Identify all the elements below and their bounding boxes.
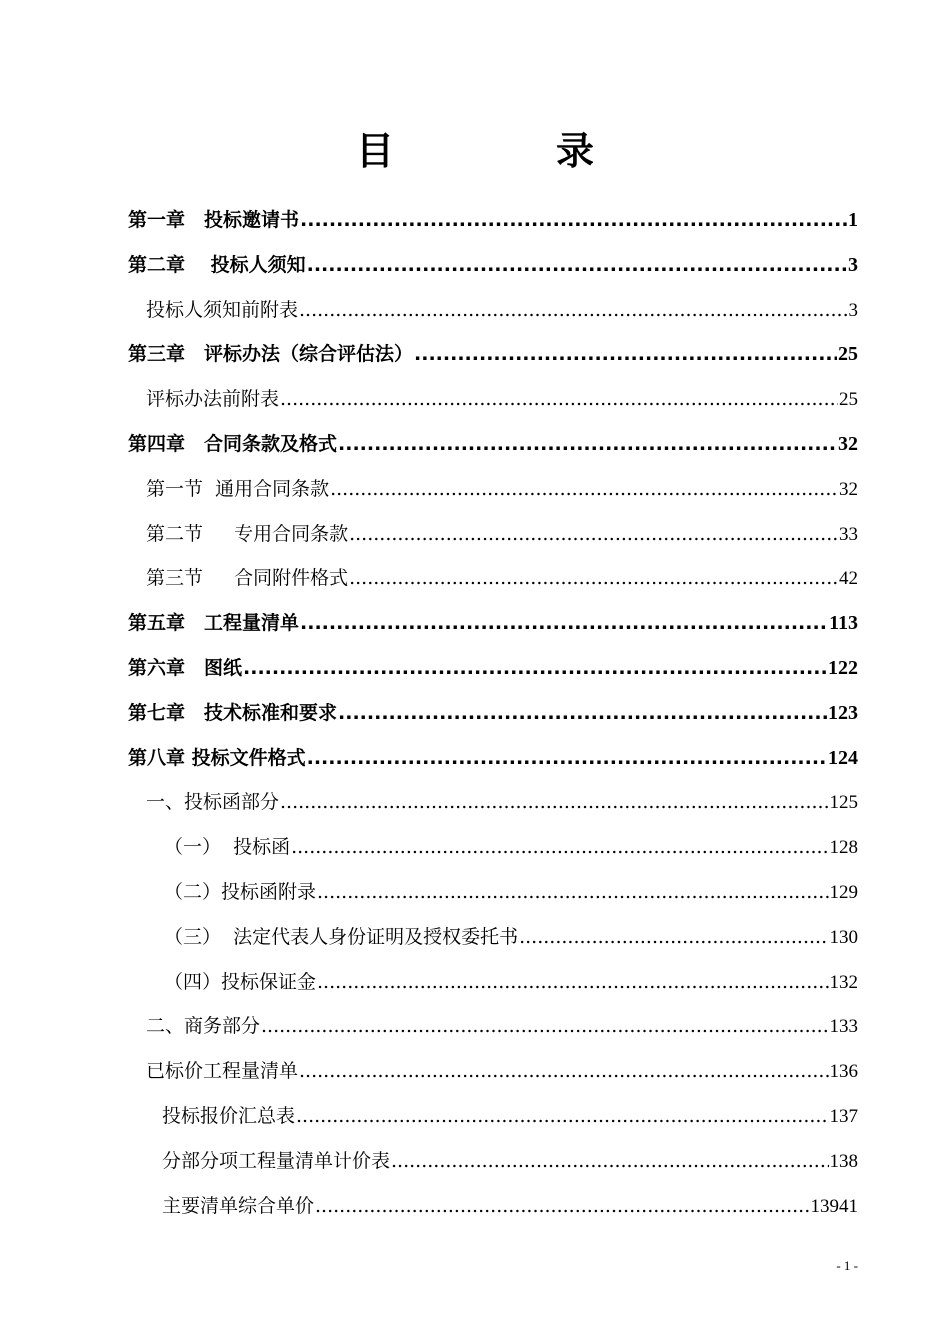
- toc-entry-page: 32: [838, 433, 858, 455]
- toc-dot-leader: [391, 1139, 828, 1183]
- toc-entry-page: 137: [829, 1106, 858, 1127]
- toc-entry[interactable]: [162, 1094, 858, 1138]
- toc-entry-page: 130: [829, 926, 858, 948]
- toc-entry[interactable]: [146, 512, 858, 556]
- toc-entry[interactable]: [128, 332, 858, 376]
- page-title: 目 录: [355, 129, 656, 173]
- toc-entry-page: 122: [828, 657, 858, 679]
- toc-dot-leader: [296, 1094, 828, 1138]
- toc-entry-page: 136: [829, 1061, 858, 1083]
- toc-entry[interactable]: [146, 780, 858, 824]
- toc-entry-title: 分部分项工程量清单计价表: [162, 1149, 391, 1172]
- toc-entry-page: 25: [839, 389, 858, 411]
- toc-entry-page: 25: [838, 343, 858, 366]
- toc-entry-title: 第二章 投标人须知: [128, 253, 306, 276]
- toc-entry-title: （一） 投标函: [164, 836, 291, 859]
- toc-entry-page: 125: [829, 792, 858, 814]
- toc-entry[interactable]: [128, 691, 858, 735]
- toc-entry[interactable]: [164, 870, 858, 914]
- toc-entry-title: 第三章 评标办法（综合评估法）: [128, 343, 414, 366]
- toc-dot-leader: [307, 736, 827, 780]
- toc-dot-leader: [338, 691, 827, 735]
- toc-entry-page: 128: [829, 837, 858, 859]
- toc-entry[interactable]: [128, 646, 858, 690]
- toc-entry[interactable]: [128, 243, 858, 287]
- toc-entry[interactable]: [162, 1184, 858, 1228]
- toc-entry[interactable]: [146, 288, 858, 332]
- toc-dot-leader: [261, 1004, 828, 1048]
- toc-entry[interactable]: [164, 915, 858, 959]
- toc-entry-page: 1: [848, 209, 858, 231]
- toc-dot-leader: [414, 332, 837, 376]
- toc-dot-leader: [299, 1049, 828, 1093]
- toc-entry-page: 138: [829, 1150, 858, 1172]
- toc-entry-page: 129: [829, 882, 858, 903]
- toc-dot-leader: [338, 422, 837, 466]
- toc-entry[interactable]: [164, 960, 858, 1004]
- toc-entry-title: 第六章 图纸: [128, 657, 243, 679]
- toc-entry-page: 3: [848, 299, 858, 321]
- toc-entry[interactable]: [162, 1139, 858, 1183]
- toc-dot-leader: [300, 601, 828, 645]
- toc-dot-leader: [349, 512, 838, 556]
- toc-dot-leader: [307, 243, 847, 287]
- toc-entry-page: 124: [828, 746, 858, 769]
- toc-entry-title: 第七章 技术标准和要求: [128, 701, 338, 724]
- toc-entry[interactable]: [146, 1004, 858, 1048]
- toc-entry-title: 一、投标函部分: [146, 791, 280, 814]
- toc-entry-title: 第一章 投标邀请书: [128, 209, 300, 231]
- toc-entry-title: 投标报价汇总表: [162, 1105, 296, 1127]
- toc-entry-title: （三） 法定代表人身份证明及授权委托书: [164, 925, 519, 948]
- page-number: - 1 -: [836, 1258, 858, 1273]
- toc-entry[interactable]: [128, 198, 858, 242]
- toc-dot-leader: [330, 467, 838, 511]
- toc-dot-leader: [317, 870, 828, 914]
- toc-entry-title: 投标人须知前附表: [146, 298, 299, 321]
- toc-entry-title: 已标价工程量清单: [146, 1060, 299, 1083]
- toc-entry-title: 第二节 专用合同条款: [146, 522, 349, 545]
- toc-dot-leader: [280, 377, 838, 421]
- toc-entry[interactable]: [128, 736, 858, 780]
- toc-entry-title: （二）投标函附录: [164, 881, 317, 903]
- toc-dot-leader: [299, 288, 847, 332]
- toc-entry-page: 113: [829, 612, 858, 635]
- toc-entry-page: 13941: [810, 1195, 858, 1217]
- toc-dot-leader: [291, 825, 828, 869]
- toc-dot-leader: [349, 556, 838, 600]
- toc-entry-title: 第五章 工程量清单: [128, 612, 300, 635]
- toc-entry-page: 123: [828, 701, 858, 724]
- toc-dot-leader: [300, 198, 847, 242]
- toc-entry-title: 第四章 合同条款及格式: [128, 433, 338, 455]
- toc-entry[interactable]: [146, 377, 858, 421]
- toc-entry-page: 132: [829, 971, 858, 993]
- toc-entry-title: 第八章 投标文件格式: [128, 746, 306, 769]
- toc-dot-leader: [243, 646, 827, 690]
- toc-entry-page: 32: [839, 478, 858, 500]
- toc-dot-leader: [519, 915, 828, 959]
- toc-entry-title: 主要清单综合单价: [162, 1194, 315, 1217]
- toc-entry-title: （四）投标保证金: [164, 970, 317, 993]
- toc-entry[interactable]: [128, 422, 858, 466]
- toc-dot-leader: [280, 780, 828, 824]
- toc-entry[interactable]: [146, 1049, 858, 1093]
- toc-entry-title: 第三节 合同附件格式: [146, 567, 349, 590]
- toc-entry[interactable]: [164, 825, 858, 869]
- toc-entry-page: 3: [848, 253, 858, 276]
- toc-entry-title: 评标办法前附表: [146, 388, 280, 411]
- toc-dot-leader: [317, 960, 828, 1004]
- toc-entry-title: 二、商务部分: [146, 1015, 261, 1038]
- toc-entry-page: 33: [839, 523, 858, 545]
- toc-dot-leader: [315, 1184, 809, 1228]
- toc-entry-title: 第一节 通用合同条款: [146, 477, 330, 500]
- toc-entry[interactable]: [146, 467, 858, 511]
- toc-entry[interactable]: [146, 556, 858, 600]
- toc-entry[interactable]: [128, 601, 858, 645]
- toc-entry-page: 133: [829, 1016, 858, 1038]
- toc-entry-page: 42: [839, 568, 858, 590]
